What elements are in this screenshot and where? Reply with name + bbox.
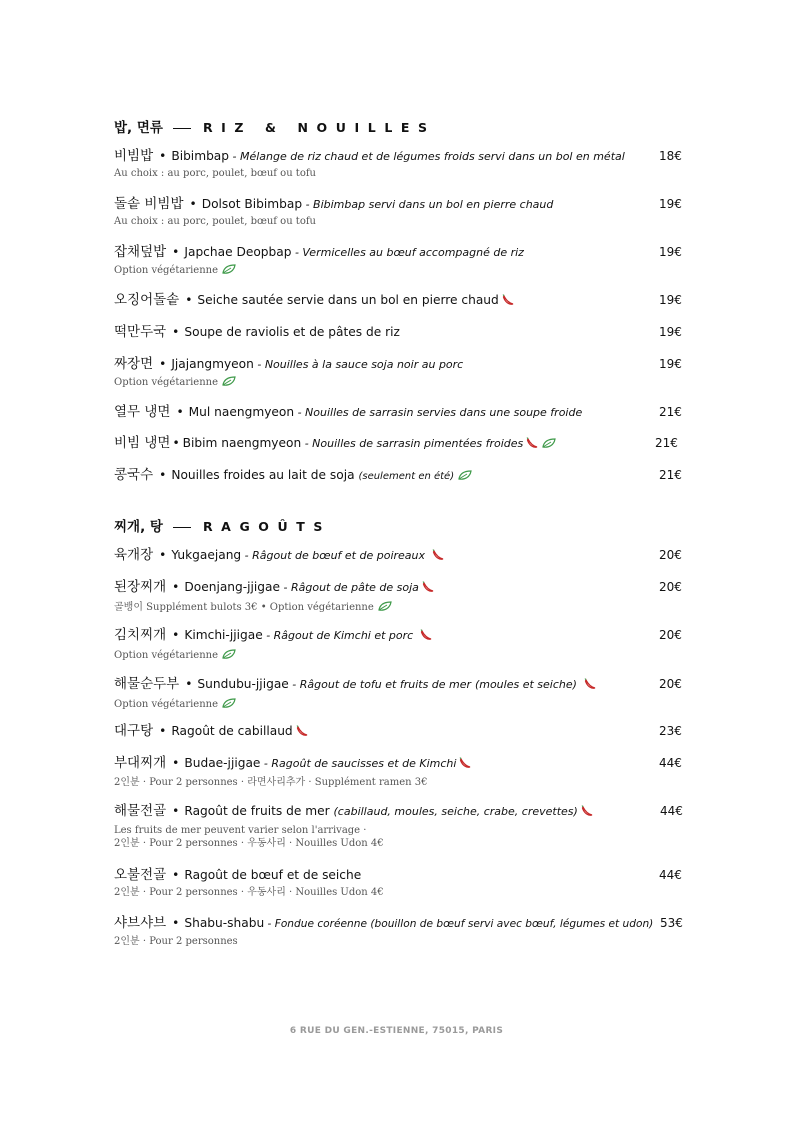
item-korean-name: 김치찌개: [114, 627, 167, 643]
menu-item-ojingeo-dolsot: 오징어돌솥 • Seiche sautée servie dans un bol en pierre chaud: [114, 292, 704, 311]
chili-pepper-icon: [420, 629, 432, 646]
item-price: 20€: [659, 580, 682, 594]
item-name: Ragoût de bœuf et de seiche: [184, 868, 362, 882]
chili-pepper-icon: [526, 437, 538, 454]
item-korean-name: 열무 냉면: [114, 404, 171, 420]
item-korean-name: 부대찌개: [114, 755, 167, 771]
item-price: 20€: [659, 677, 682, 691]
item-price: 19€: [659, 325, 682, 339]
item-korean-name: 떡만두국: [114, 324, 167, 340]
item-price: 21€: [659, 468, 682, 482]
menu-item-japchae-deopbap: 잡채덮밥 • Japchae Deopbap - Vermicelles au bœuf accompagné de riz Option végétarienne: [114, 244, 704, 279]
item-description: - Mélange de riz chaud et de légumes froids servi dans un bol en métal: [229, 150, 625, 163]
item-korean-name: 돌솥 비빔밥: [114, 196, 184, 212]
footer-address: 6 RUE DU GEN.-ESTIENNE, 75015, PARIS: [289, 1026, 504, 1036]
menu-item-budae-jjigae: 부대찌개 • Budae-jjigae - Ragoût de saucisses et de Kimchi 2인분 · Pour 2 personnes · 라면사리추가 · Supplément ramen 3€: [114, 755, 704, 789]
item-korean-name: 비빔밥: [114, 148, 154, 164]
menu-item-daegu-tang: 대구탕 • Ragoût de cabillaud: [114, 723, 704, 742]
item-name: Yukgaejang: [171, 548, 242, 562]
item-description: - Râgout de bœuf et de poireaux: [241, 549, 426, 562]
vegetarian-leaf-icon: [221, 697, 237, 713]
item-price: 53€: [660, 916, 683, 930]
menu-item-shabu-shabu: 샤브샤브 • Shabu-shabu - Fondue coréenne (bouillon de bœuf servi avec bœuf, légumes et udon) 2인분 · Pour 2 personnes: [114, 915, 704, 948]
title-dash: [173, 128, 191, 129]
item-note: 골뱅이 Supplément bulots 3€ • Option végétarienne: [114, 602, 374, 613]
item-note: 2인분 · Pour 2 personnes · 우동사리 · Nouilles Udon 4€: [114, 838, 384, 849]
section-title-french: RIZ & NOUILLES: [202, 120, 436, 135]
item-name: Mul naengmyeon: [188, 405, 295, 419]
item-korean-name: 오불전골: [114, 867, 167, 883]
menu-item-obul-jeongol: 오불전골 • Ragoût de bœuf et de seiche 2인분 · Pour 2 personnes · 우동사리 · Nouilles Udon 4€: [114, 867, 704, 899]
item-price: 21€: [655, 436, 678, 450]
item-name: Kimchi-jjigae: [184, 628, 263, 642]
item-note: Option végétarienne: [114, 650, 219, 661]
chili-pepper-icon: [296, 725, 308, 742]
item-name: Soupe de raviolis et de pâtes de riz: [184, 325, 400, 339]
item-price: 20€: [659, 548, 682, 562]
chili-pepper-icon: [502, 294, 514, 311]
menu-item-sundubu-jjigae: 해물순두부 • Sundubu-jjigae - Râgout de tofu et fruits de mer (moules et seiche) Option végétarienne: [114, 676, 704, 713]
item-name: Jjajangmyeon: [171, 357, 254, 371]
menu-item-doenjang-jjigae: 된장찌개 • Doenjang-jjigae - Râgout de pâte de soja 골뱅이 Supplément bulots 3€ • Option végétarienne: [114, 579, 704, 616]
section-title-rice-noodles: [114, 116, 436, 136]
item-price: 19€: [659, 357, 682, 371]
chili-pepper-icon: [422, 581, 434, 598]
section-title-korean: 밥, 면류: [114, 120, 163, 136]
item-note: Au choix : au porc, poulet, bœuf ou tofu: [114, 216, 316, 227]
menu-item-yukgaejang: 육개장 • Yukgaejang - Râgout de bœuf et de poireaux: [114, 547, 704, 566]
item-korean-name: 오징어돌솥: [114, 292, 180, 308]
item-description: - Nouilles à la sauce soja noir au porc: [253, 358, 464, 371]
item-korean-name: 샤브샤브: [114, 915, 167, 931]
item-korean-name: 잡채덮밥: [114, 244, 167, 260]
item-note: 2인분 · Pour 2 personnes: [114, 936, 238, 947]
item-description: - Vermicelles au bœuf accompagné de riz: [291, 246, 524, 259]
vegetarian-leaf-icon: [457, 469, 473, 486]
item-korean-name: 된장찌개: [114, 579, 167, 595]
item-description: - Râgout de pâte de soja: [280, 581, 419, 594]
item-price: 44€: [659, 868, 682, 882]
menu-item-bibim-naengmyeon: 비빔 냉면 • Bibim naengmyeon - Nouilles de sarrasin pimentées froides: [114, 435, 704, 454]
title-dash: [173, 527, 191, 528]
item-description: - Râgout de Kimchi et porc: [262, 629, 414, 642]
item-korean-name: 해물전골: [114, 803, 167, 819]
item-note: Au choix : au porc, poulet, bœuf ou tofu: [114, 168, 316, 179]
vegetarian-leaf-icon: [541, 437, 557, 454]
menu-item-bibimbap: 비빔밥 • Bibimbap - Mélange de riz chaud et de légumes froids servi dans un bol en métal Au choix : au porc, poulet, bœuf ou tofu: [114, 148, 704, 180]
item-name: Bibimbap: [171, 149, 230, 163]
chili-pepper-icon: [432, 549, 444, 566]
item-note: Les fruits de mer peuvent varier selon l'arrivage ·: [114, 825, 367, 836]
item-name: Dolsot Bibimbap: [201, 197, 303, 211]
section-title-korean: 찌개, 탕: [114, 519, 163, 535]
item-description: - Bibimbap servi dans un bol en pierre chaud: [302, 198, 554, 211]
item-description-extra: (moules et seiche): [474, 678, 577, 691]
item-description: - Râgout de tofu et fruits de mer: [288, 678, 472, 691]
item-price: 44€: [660, 804, 683, 818]
item-korean-name: 콩국수: [114, 467, 154, 483]
item-name: Budae-jjigae: [184, 756, 261, 770]
item-name: Nouilles froides au lait de soja: [171, 468, 355, 482]
item-name: Seiche sautée servie dans un bol en pierre chaud: [197, 293, 499, 307]
chili-pepper-icon: [459, 757, 471, 774]
vegetarian-leaf-icon: [221, 263, 237, 279]
item-description: - Nouilles de sarrasin pimentées froides: [301, 437, 524, 450]
section-title-french: RAGOÛTS: [202, 519, 332, 534]
menu-item-kongguksu: 콩국수 • Nouilles froides au lait de soja (seulement en été): [114, 467, 704, 486]
item-price: 18€: [659, 149, 682, 163]
item-note: 2인분 · Pour 2 personnes · 라면사리추가 · Supplément ramen 3€: [114, 777, 428, 788]
item-price: 19€: [659, 293, 682, 307]
item-name: Japchae Deopbap: [184, 245, 292, 259]
menu-item-dolsot-bibimbap: 돌솥 비빔밥 • Dolsot Bibimbap - Bibimbap servi dans un bol en pierre chaud Au choix : au porc, poulet, bœuf ou tofu: [114, 196, 704, 228]
vegetarian-leaf-icon: [221, 375, 237, 391]
menu-item-jjajangmyeon: 짜장면 • Jjajangmyeon - Nouilles à la sauce soja noir au porc Option végétarienne: [114, 356, 704, 391]
vegetarian-leaf-icon: [221, 648, 237, 664]
item-korean-name: 비빔 냉면: [114, 435, 171, 451]
menu-item-mul-naengmyeon: 열무 냉면 • Mul naengmyeon - Nouilles de sarrasin servies dans une soupe froide: [114, 404, 583, 420]
section-title-ragouts: [114, 515, 331, 535]
item-korean-name: 육개장: [114, 547, 154, 563]
item-price: 44€: [659, 756, 682, 770]
item-price: 21€: [659, 405, 682, 419]
chili-pepper-icon: [584, 678, 596, 695]
item-description: (seulement en été): [358, 471, 455, 482]
item-korean-name: 대구탕: [114, 723, 154, 739]
item-note: 2인분 · Pour 2 personnes · 우동사리 · Nouilles Udon 4€: [114, 887, 384, 898]
item-note: Option végétarienne: [114, 699, 219, 710]
item-name: Bibim naengmyeon: [182, 436, 302, 450]
menu-item-kimchi-jjigae: 김치찌개 • Kimchi-jjigae - Râgout de Kimchi et porc Option végétarienne: [114, 627, 704, 664]
menu-item-tteok-mandu-guk: 떡만두국 • Soupe de raviolis et de pâtes de riz: [114, 324, 400, 340]
item-name: Sundubu-jjigae: [197, 677, 289, 691]
chili-pepper-icon: [581, 805, 593, 822]
item-name: Ragoût de fruits de mer: [184, 804, 330, 818]
item-korean-name: 짜장면: [114, 356, 154, 372]
item-name: Ragoût de cabillaud: [171, 724, 293, 738]
item-price: 19€: [659, 197, 682, 211]
item-description: - Nouilles de sarrasin servies dans une soupe froide: [294, 406, 583, 419]
item-description: - Ragoût de saucisses et de Kimchi: [260, 757, 457, 770]
vegetarian-leaf-icon: [377, 600, 393, 616]
item-description: (cabillaud, moules, seiche, crabe, crevettes): [333, 805, 578, 818]
item-price: 20€: [659, 628, 682, 642]
item-description: - Fondue coréenne (bouillon de bœuf servi avec bœuf, légumes et udon): [264, 918, 654, 930]
item-price: 19€: [659, 245, 682, 259]
menu-item-haemul-jeongol: 해물전골 • Ragoût de fruits de mer (cabillaud, moules, seiche, crabe, crevettes) Les fruits de mer peuvent varier selon l'arrivage · 2인분 · Pour 2 personnes · 우동사리 · Nouilles Udon 4€: [114, 803, 704, 850]
item-note: Option végétarienne: [114, 377, 219, 388]
item-note: Option végétarienne: [114, 265, 219, 276]
item-price: 23€: [659, 724, 682, 738]
item-name: Shabu-shabu: [184, 916, 265, 930]
item-korean-name: 해물순두부: [114, 676, 180, 692]
item-name: Doenjang-jjigae: [184, 580, 281, 594]
